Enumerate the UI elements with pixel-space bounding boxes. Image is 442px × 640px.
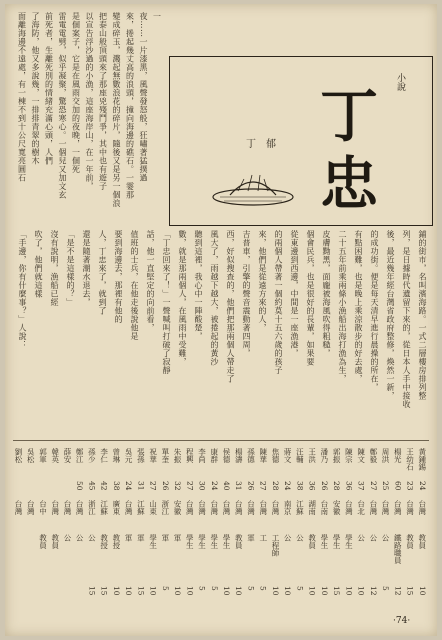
text-column: 值班的士兵，在他走後說他是 (130, 230, 139, 341)
text-column: 變成碎玉，濺起無數浪花的碎片，隨後又是另一個浪 (112, 12, 121, 208)
roster-places: 江蘇 (295, 500, 305, 515)
roster-occupations: 學生 (185, 534, 195, 549)
roster-places: 南京 (283, 500, 293, 515)
text-column: 數，就是那兩個人，在風雨中受難， (178, 230, 187, 366)
text-column: 皮膚黝黑，面龐被海風吹得粗糙， (322, 230, 331, 358)
roster-ages: 27 (258, 481, 268, 491)
story-title-box (169, 56, 433, 226)
roster-names: 陳文 (356, 448, 366, 463)
roster-occupations: 學生 (319, 534, 329, 549)
roster-places: 台灣 (14, 500, 23, 515)
roster-places: 台灣 (381, 500, 391, 515)
roster-occupations: 學生 (209, 534, 219, 549)
roster-names: 孫少 (87, 448, 97, 463)
roster-occupations: 軍 (160, 534, 170, 542)
roster-places: 台灣 (26, 500, 36, 515)
roster-names: 單奎 (160, 448, 170, 463)
roster-names: 劉松 (14, 448, 23, 463)
straw-hat-icon (210, 167, 296, 207)
roster-ages: 23 (405, 481, 415, 491)
text-column: 「是不是這樣的？」 (66, 230, 75, 307)
roster-amounts: 5 (197, 586, 207, 591)
roster-occupations: 學生 (197, 534, 207, 549)
title-char-1: 丁 (320, 82, 379, 150)
roster-amounts: 10 (124, 586, 134, 596)
roster-occupations: 教員 (417, 534, 427, 549)
roster-ages: 50 (75, 481, 85, 491)
roster-ages: 42 (99, 481, 109, 491)
roster-ages: 36 (344, 481, 354, 491)
roster-amounts: 15 (332, 586, 342, 596)
roster-names: 黃鍾錫 (417, 448, 427, 471)
roster-occupations: 教員 (234, 534, 244, 549)
roster-names: 薛安 (62, 448, 72, 463)
roster-names: 李尚 (197, 448, 207, 463)
roster-places: 台灣 (270, 500, 280, 515)
roster-names: 楊濤 (234, 448, 244, 463)
roster-places: 台灣 (209, 500, 219, 515)
roster-occupations: 公 (356, 534, 366, 542)
text-column: 沒有說明，漁船已經 (50, 230, 59, 307)
roster-amounts: 5 (209, 586, 219, 591)
roster-places: 湖南 (307, 500, 317, 515)
title-char-2: 忠 (320, 150, 379, 218)
roster-amounts: 10 (319, 586, 329, 596)
roster-occupations: 學生 (332, 534, 342, 549)
roster-ages: 26 (160, 481, 170, 491)
roster-names: 蔣文 (283, 448, 293, 463)
roster-ages: 38 (295, 481, 305, 491)
roster-places: 台灣 (368, 500, 378, 515)
roster-names: 楊光 (393, 448, 403, 463)
roster-names: 程興 (185, 448, 195, 463)
text-column: 人，丁忠來了，就到了 (98, 230, 107, 315)
roster-names: 鄭江 (75, 448, 85, 463)
text-column: 面離海邊不遠處，有一棟不到十公尺寬亮圓石 (17, 12, 27, 182)
roster-amounts: 15 (87, 586, 97, 596)
roster-places: 台灣 (234, 500, 244, 515)
roster-ages: 60 (393, 481, 403, 491)
roster-occupations: 教員 (405, 534, 415, 549)
section-divider (13, 440, 429, 441)
roster-ages: 32 (173, 481, 183, 491)
roster-ages: 25 (381, 481, 391, 491)
text-column: 來，捲起幾丈高的浪頭，撞向海邊的礁石。一霎那 (125, 12, 135, 199)
roster-places: 台灣 (344, 500, 354, 515)
roster-amounts: 5 (258, 586, 268, 591)
roster-amounts: 10 (356, 586, 366, 596)
roster-occupations: 學生 (148, 534, 158, 549)
text-column: 西，好似搜查的，他們把那兩個人帶走了 (226, 230, 235, 383)
text-column: 從東邊到西邊，中間是一座漁港， (290, 230, 299, 358)
page-number: ·74· (393, 616, 411, 626)
roster-amounts: 10 (111, 586, 121, 596)
roster-ages: 38 (111, 481, 121, 491)
roster-names: 汪輔 (295, 448, 305, 463)
text-column: 吹了，他們就這樣 (34, 230, 43, 298)
roster-occupations: 公 (283, 534, 293, 542)
text-column: 來，他們是從遠方來的人， (258, 230, 267, 332)
roster-places: 浙江 (160, 500, 170, 515)
roster-names: 張孫 (136, 448, 146, 463)
text-column: 鋪的街市，名叫濱海路。一式二層樓房排列整 (418, 230, 427, 400)
roster-ages: 24 (417, 481, 427, 491)
roster-amounts: 10 (307, 586, 317, 596)
text-column: 個會民兵，也是很好的長輩，如果要 (306, 230, 315, 366)
roster-occupations: 軍 (124, 534, 134, 542)
roster-names: 鄭毅 (368, 448, 378, 463)
text-column: 話，他一直堅定的向前看， (146, 230, 155, 332)
roster-occupations: 工程師 (270, 534, 280, 557)
roster-places: 台南 (319, 500, 329, 515)
roster-ages: 36 (307, 481, 317, 491)
roster-amounts: 15 (405, 586, 415, 596)
roster-ages: 27 (148, 481, 158, 491)
text-column: 要到海邊去，那裡有他的 (114, 230, 123, 324)
roster-ages: 24 (209, 481, 219, 491)
roster-occupations: 教員 (307, 534, 317, 549)
roster-ages: 27 (368, 481, 378, 491)
text-column: 是個案子，它是在風雨交加的夜晚，一個死 (71, 12, 81, 174)
text-column: 一 (152, 12, 162, 21)
roster-occupations: 軍 (173, 534, 183, 542)
roster-occupations: 鐵路職員 (393, 534, 403, 564)
roster-amounts: 10 (344, 586, 354, 596)
roster-ages: 26 (319, 481, 329, 491)
roster-occupations: 公 (381, 534, 391, 542)
text-column: 把泰山般頂頭來了那座兇殘鬥爭，其中也有遊子 (98, 12, 108, 191)
roster-names: 陳宗 (344, 448, 354, 463)
roster-occupations: 工 (258, 534, 268, 542)
roster-places: 台灣 (75, 500, 85, 515)
text-column: 以宣告浮沙過的小漁，這座海岸山，在一年前， (85, 12, 94, 191)
roster-places: 浙江 (87, 500, 97, 515)
text-column: 風大了，雨越下越大，被捲起的黃沙 (210, 230, 219, 366)
roster-ages: 24 (124, 481, 134, 491)
roster-occupations: 軍 (136, 534, 146, 542)
text-column: 有點困難，也是晚上乘涼散步的好去處， (354, 230, 363, 383)
roster-names: 朱振 (173, 448, 183, 463)
roster-occupations: 公 (87, 534, 97, 542)
text-column: 「手邊，你有什麼事？」人說： (18, 230, 27, 349)
roster-occupations: 教授 (111, 534, 121, 549)
donor-roster (13, 448, 429, 598)
roster-amounts: 10 (185, 586, 195, 596)
text-column: 夜……一片漆黑，風聲發怒般，狂嘯著猛撲過 (139, 12, 148, 182)
roster-ages: 31 (234, 481, 244, 491)
text-column: 吉普車，引擎的聲音震動著四周， (242, 230, 251, 358)
roster-names: 吳松 (26, 448, 36, 463)
roster-occupations: 公 (62, 534, 72, 542)
roster-names: 李仁 (99, 448, 109, 463)
roster-places: 台灣 (246, 500, 256, 515)
roster-places: 台灣 (185, 500, 195, 515)
roster-ages: 37 (356, 481, 366, 491)
roster-places: 台灣 (222, 500, 231, 515)
roster-places: 台灣 (417, 500, 427, 515)
roster-occupations: 公 (75, 534, 85, 542)
roster-occupations: 教員 (50, 534, 60, 549)
text-column: 聽到這裡，我心中一陣酸楚， (194, 230, 203, 341)
roster-amounts: 10 (148, 586, 158, 596)
roster-occupations: 軍 (246, 534, 256, 542)
roster-places: 江蘇 (99, 500, 109, 515)
roster-places: 台灣 (258, 500, 268, 515)
roster-ages: 24 (283, 481, 293, 491)
roster-places: 江蘇 (136, 500, 146, 515)
roster-amounts: 10 (222, 586, 231, 596)
roster-amounts: 10 (283, 586, 293, 596)
roster-ages: 26 (246, 481, 256, 491)
roster-names: 祝華 (148, 448, 158, 463)
roster-ages: 28 (270, 481, 280, 491)
roster-ages: 28 (332, 481, 342, 491)
roster-places: 台灣 (405, 500, 415, 515)
roster-amounts: 12 (368, 586, 378, 596)
roster-ages: 30 (197, 481, 207, 491)
text-column: 「丁忠回來了！」一聲喊叫打破了寂靜 (162, 230, 171, 375)
roster-places: 安徽 (173, 500, 183, 515)
author-name: 丁 郁 (246, 139, 276, 150)
scanned-page (5, 4, 437, 636)
roster-occupations: 學生 (344, 534, 354, 549)
roster-places: 台灣 (50, 500, 60, 515)
roster-names: 吳元 (124, 448, 134, 463)
roster-amounts: 10 (270, 586, 280, 596)
roster-places: 廣東 (111, 500, 121, 515)
roster-occupations: 學生 (222, 534, 231, 549)
roster-places: 山東 (148, 500, 158, 515)
roster-names: 王幼石 (405, 448, 415, 471)
text-column: 的兩個人帶著一個約莫十五六歲的孩子 (274, 230, 283, 375)
roster-amounts: 15 (99, 586, 109, 596)
roster-occupations: 公 (295, 534, 305, 542)
roster-places: 台灣 (393, 500, 403, 515)
roster-names: 潘乃 (319, 448, 329, 463)
roster-names: 郭軍 (38, 448, 48, 463)
roster-names: 韓英 (50, 448, 60, 463)
text-column: 前死者，生離死別的情緒充滿心頭，人們 (44, 12, 54, 165)
roster-amounts: 5 (381, 586, 391, 591)
text-column: 列，是日據時代遺留下來的，從日本人手中接收 (402, 230, 411, 409)
roster-places: 台灣 (62, 500, 72, 515)
roster-amounts: 10 (234, 586, 244, 596)
roster-amounts: 12 (393, 586, 403, 596)
roster-places: 安徽 (332, 500, 342, 515)
text-column: 雷電電劈，似乎凝聚，驚恐寒心。一個兒又加文玄 (58, 12, 67, 199)
roster-amounts: 15 (136, 586, 146, 596)
roster-names: 曾琳 (111, 448, 121, 463)
roster-places: 台北 (356, 500, 366, 515)
roster-occupations: 教員 (38, 534, 48, 549)
roster-places: 台灣 (124, 500, 134, 515)
roster-names: 王洪 (307, 448, 317, 463)
roster-amounts: 10 (173, 586, 183, 596)
roster-occupations: 教授 (99, 534, 109, 549)
text-column: 的成功街。便是每天清早進行晨操的所在， (370, 230, 379, 392)
genre-label: 小說 (395, 73, 405, 91)
text-column: 還是隨著潮水退去， (82, 230, 91, 307)
text-column: 後，最近幾年經台灣省政府整修，煥然一新， (386, 230, 395, 400)
roster-places: 台中 (38, 500, 48, 515)
roster-names: 陳華 (258, 448, 268, 463)
text-column: 了海防，他又多說幾，一排排青翠的樹木 (31, 12, 40, 165)
text-column: 二十五年前乘兩條小漁船出海打漁為生， (338, 230, 347, 383)
roster-amounts: 5 (295, 586, 305, 591)
roster-ages: 45 (87, 481, 97, 491)
roster-places: 台灣 (197, 500, 207, 515)
roster-occupations: 公 (368, 534, 378, 542)
roster-names: 康群 (209, 448, 219, 463)
roster-names: 周洪 (381, 448, 391, 463)
roster-ages: 40 (222, 481, 231, 491)
roster-names: 郭振 (332, 448, 342, 463)
roster-names: 侯德 (222, 448, 231, 463)
roster-amounts: 5 (160, 586, 170, 591)
roster-names: 焦德 (270, 448, 280, 463)
roster-ages: 31 (136, 481, 146, 491)
roster-names: 孫德 (246, 448, 256, 463)
roster-amounts: 5 (246, 586, 256, 591)
roster-amounts: 10 (417, 586, 427, 596)
roster-ages: 27 (185, 481, 195, 491)
